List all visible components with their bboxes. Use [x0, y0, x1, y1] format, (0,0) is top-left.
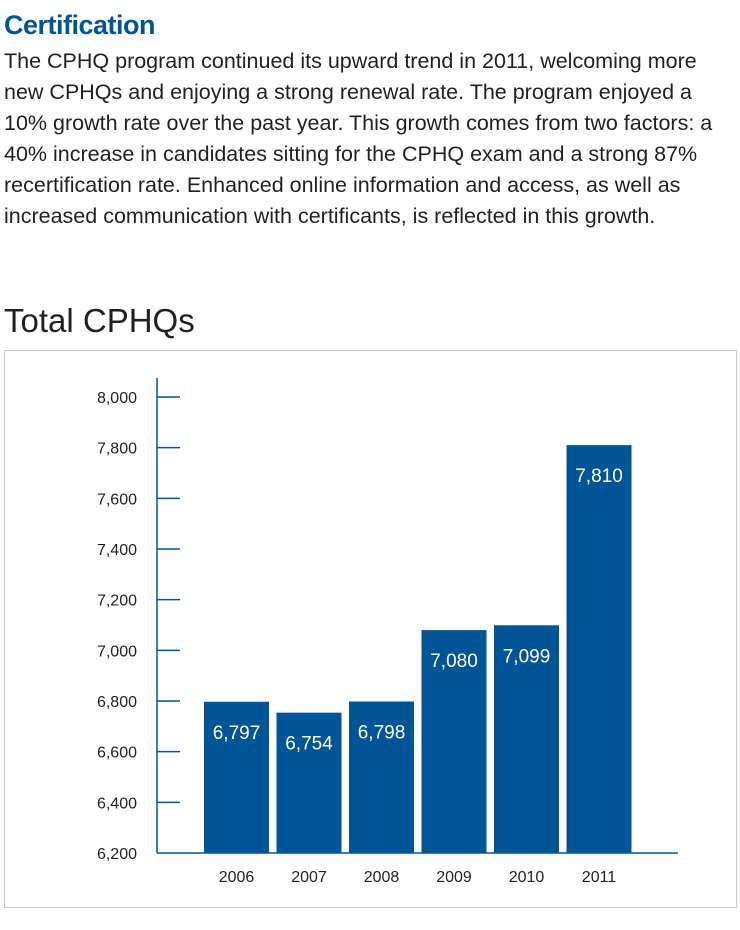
y-tick-label: 7,800 [96, 440, 137, 458]
bar-value-label: 6,797 [212, 722, 261, 744]
y-tick-label: 8,000 [96, 390, 137, 407]
y-tick-label: 6,400 [96, 795, 137, 813]
x-category-label: 2009 [436, 869, 472, 886]
x-category-label: 2011 [581, 869, 617, 886]
chart-title: Total CPHQs [4, 302, 195, 339]
intro-paragraph: The CPHQ program continued its upward trend in 2011, welcoming more new CPHQs and enjoying a strong renewal rate. The program enjoyed a 10% growth rate over the past year. This growth comes from two factors: a 40% increase in candidates sitting for the CPHQ exam and a strong 87% recertification rate. Enhanced online information and access, as well as increased communication with certificants, is reflected in this growth. [4, 49, 713, 228]
y-tick-label: 6,600 [96, 744, 137, 762]
y-tick-label: 6,800 [96, 694, 137, 711]
bar-value-label: 6,798 [357, 722, 406, 744]
bar-value-label: 7,080 [430, 651, 478, 673]
bar-value-label: 7,810 [575, 466, 623, 488]
bar-value-label: 7,099 [502, 646, 551, 668]
y-tick-label: 7,000 [96, 643, 137, 661]
y-tick-label: 7,200 [96, 592, 137, 610]
x-category-label: 2007 [291, 869, 327, 886]
section-title: Certification [4, 10, 156, 40]
y-tick-label: 6,200 [96, 846, 137, 863]
y-tick-label: 7,600 [96, 491, 137, 509]
x-category-label: 2010 [508, 869, 545, 886]
x-category-label: 2006 [218, 869, 255, 886]
x-category-label: 2008 [363, 869, 400, 886]
bar-2011 [567, 445, 632, 853]
bar-value-label: 6,754 [285, 733, 333, 755]
y-tick-label: 7,400 [96, 542, 137, 559]
